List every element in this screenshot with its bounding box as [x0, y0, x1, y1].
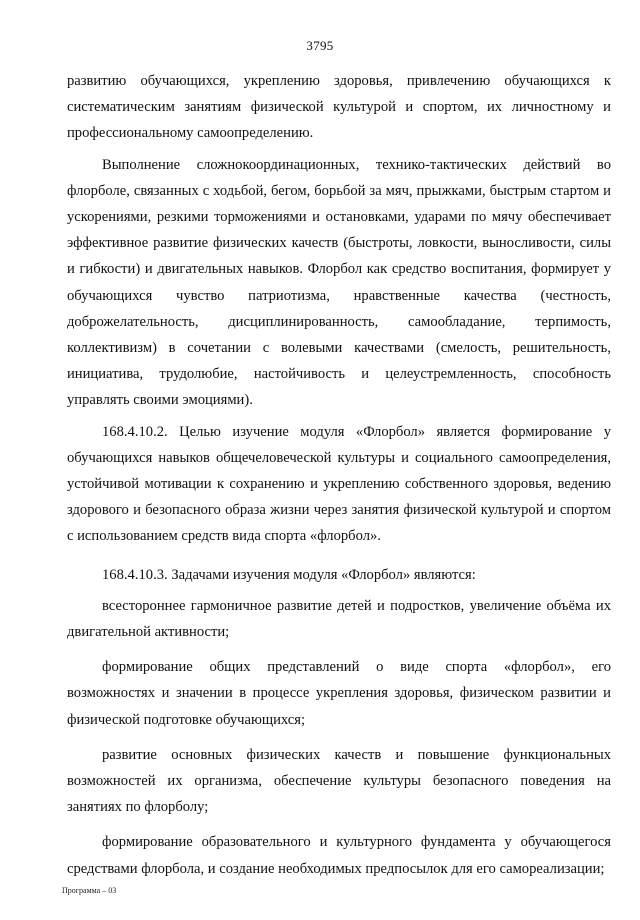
paragraph-coordination: Выполнение сложнокоординационных, технико-тактических действий во флорболе, связанных с ходьбой, бегом, борьбой за мяч, прыжками, быстрым стартом и ускорениями, резкими торможениями и остановками, ударами по мячу обеспечивает эффективное развитие физических качеств (быстроты, ловкости, выносливости, силы и гибкости) и двигательных навыков. Флорбол как средство воспитания, формирует у обучающихся чувство патриотизма, нравственные качества (честность, доброжелательность, дисциплинированность, самообладание, терпимость, коллективизм) в сочетании с волевыми качествами (смелость, решительность, инициатива, трудолюбие, настойчивость и целеустремленность, способность управлять своими эмоциями). — [67, 156, 611, 409]
document-body — [67, 68, 611, 882]
footer-label: Программа – 03 — [62, 886, 117, 895]
paragraph-tasks-heading: 168.4.10.3. Задачами изучения модуля «Флорбол» являются: — [102, 566, 476, 583]
list-item-task-1: всестороннее гармоничное развитие детей и подростков, увеличение объёма их двигательной активности; — [67, 597, 611, 641]
paragraph-goal: 168.4.10.2. Целью изучение модуля «Флорбол» является формирование у обучающихся навыков общечеловеческой культуры и социального самоопределения, устойчивой мотивации к сохранению и укреплению собственного здоровья, ведению здорового и безопасного образа жизни через занятия физической культурой и спортом с использованием средств вида спорта «флорбол». — [67, 423, 611, 545]
list-item-task-2: формирование общих представлений о виде спорта «флорбол», его возможностях и значении в процессе укрепления здоровья, физическом развитии и физической подготовке обучающихся; — [67, 659, 611, 728]
list-item-task-4: формирование образовательного и культурного фундамента у обучающегося средствами флорбола, и создание необходимых предпосылок для его самореализации; — [67, 834, 611, 877]
page-number: 3795 — [306, 38, 334, 53]
list-item-task-3: развитие основных физических качеств и повышение функциональных возможностей их организма, обеспечение культуры безопасного поведения на занятиях по флорболу; — [67, 746, 611, 816]
paragraph-continuation: развитию обучающихся, укреплению здоровья, привлечению обучающихся к систематическим занятиям физической культурой и спортом, их личностному и профессиональному самоопределению. — [67, 73, 611, 142]
